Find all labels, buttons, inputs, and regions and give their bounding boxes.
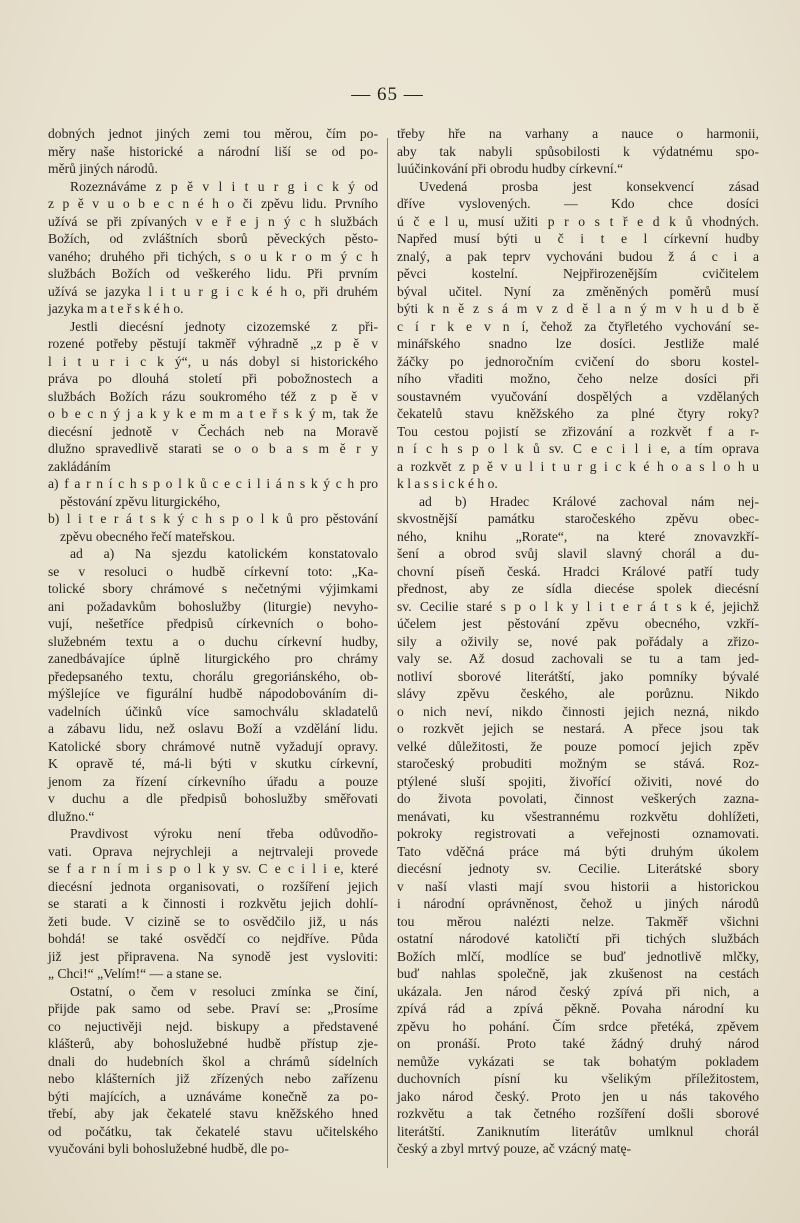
text-line: do života povolati, činnost veškerých zazna-: [397, 791, 759, 806]
text-line: a rozkvět z p ě v u l i t u r g i c k é h o a s l o h u: [397, 458, 759, 474]
text-line: pokroky registrovati a veřejnosti oznamovati.: [397, 826, 759, 841]
text-line: sv. Cecilie staré s p o l k y l i t e r á t s k é, jejichž: [397, 598, 759, 614]
text-line: dříve vyslovených. — Kdo chce dosíci: [397, 196, 759, 211]
text-line: mýšlejíce ve figurální hudbě nápodobováním di-: [48, 686, 378, 701]
text-line: k l a s s i c k é h o.: [397, 476, 498, 491]
text-line: Božích mlčí, modlíce se buď jednotlivě mlčky,: [397, 948, 759, 964]
text-line: služebném textu a o duchu církevní hudby,: [48, 633, 378, 649]
text-line: vyučováni byli bohoslužebné hudbě, dle po-: [48, 1141, 289, 1156]
text-line: c í r k e v n í, čehož za čtyřletého vychování se-: [397, 318, 759, 334]
text-line: b) l i t e r á t s k ý c h s p o l k ů pro pěstování: [48, 511, 378, 526]
text-line: předepsaného textu, chorálu gregoriánského, ob-: [48, 668, 378, 684]
text-line: Uvedená prosba jest konsekvencí zásad: [419, 178, 759, 194]
text-line: on pronáší. Proto také žádný druhý národ: [397, 1036, 759, 1051]
text-line: český a zbyl mrtvý pouze, ač vzácný matę-: [397, 1141, 632, 1156]
text-line: menávati, ku všestrannému rozkvětu dohlížeti,: [397, 808, 759, 824]
text-line: třeby hře na varhany a nauce o harmonii,: [397, 126, 759, 141]
text-line: práva po dlouhá století při pobožnostech a: [48, 371, 378, 386]
text-line: zpívá rád a zpívá pěkně. Povaha národní ku: [397, 1001, 759, 1016]
text-line: jako národ český. Proto jen u nás takového: [397, 1088, 759, 1104]
text-line: ukázala. Jen národ český zpívá při nich, a: [397, 983, 759, 999]
text-line: zakládáním: [48, 458, 111, 474]
text-line: pěstování zpěvu liturgického,: [60, 493, 221, 509]
text-line: slávy zpěvu českého, ale porůznu. Nikdo: [397, 686, 759, 701]
text-line: buď nahlas společně, jak zkušenost na cestách: [397, 966, 759, 981]
text-line: v naší vlasti mají svou historii a historickou: [397, 878, 759, 894]
text-line: a zábavu lidu, než oslavu Boží a vzdělání lidu.: [48, 721, 378, 736]
text-line: ptýlené sluší spojiti, živořící oživiti, nové do: [397, 773, 759, 789]
text-line: nemůže vykázati se tak bohatým pokladem: [397, 1053, 759, 1069]
text-line: měry naše historické a národní liší se od po-: [48, 143, 378, 159]
text-line: bohdá! se také osvědčí co nejdříve. Půda: [48, 931, 378, 946]
text-line: n í c h s p o l k ů sv. C e c i l i e, a tím oprava: [397, 441, 759, 456]
text-line: „ Chci!“ „Velím!“ — a stane se.: [48, 966, 223, 981]
text-line: tolické sbory chrámové s nečetnými výjimkami: [48, 581, 378, 596]
text-line: klášterů, aby bohoslužebné hudbě přístup zje-: [48, 1036, 378, 1051]
text-line: i národní oprávněnost, čehož u jiných národů: [397, 896, 759, 911]
text-line: užívá se jazyka l i t u r g i c k é h o, při druhém: [48, 283, 378, 299]
text-line: dnali do hudebních škol a chrámů sídelních: [48, 1053, 378, 1069]
text-line: sily a oživily se, nové pak pořádaly a zřizo-: [397, 633, 759, 649]
text-line: ostatní národové katoličtí při tichých službách: [397, 931, 759, 946]
text-line: dlužno.“: [48, 808, 95, 824]
text-line: Jestli diecésní jednoty cizozemské z při-: [70, 318, 378, 334]
text-line: pěvci kostelní. Nejpřirozenějším cvičitelem: [397, 266, 759, 281]
text-line: minářského snadno lze dosíci. Jestliže malé: [397, 336, 759, 351]
text-line: v duchu a dle předpisů bohoslužby směřovati: [48, 791, 378, 806]
text-line: tou měrou nalézti nelze. Takměř všichni: [397, 913, 759, 929]
text-line: jenom za řízení církevního úřadu a pouze: [48, 773, 378, 789]
text-line: co nejuctivěji nejd. biskupy a představené: [48, 1018, 378, 1034]
text-line: chovní píseň česká. Hradci Králové patří tudy: [397, 563, 759, 579]
text-line: vadelních účinků více samochválu skladatelů: [48, 703, 378, 719]
text-line: býti k n ě z s á m v z d ě l a n ý m v h u d b ě: [397, 301, 759, 316]
text-line: Pravdivost výroku není třeba odůvodňo-: [70, 826, 378, 841]
text-line: býval učitel. Nyní za změněných poměrů musí: [397, 283, 759, 299]
text-line: aby tak nabyli spůsobilosti k výdatnému spo-: [397, 143, 759, 159]
text-line: luúčinkování při obrodu hudby církevní.“: [397, 161, 624, 176]
text-line: Napřed musí býti u č i t e l církevní hudby: [397, 231, 759, 246]
text-line: se f a r n í m i s p o l k y sv. C e c i l i e, které: [48, 861, 378, 876]
text-line: vaného; druhého při tichých, s o u k r o m ý c h: [48, 248, 378, 264]
text-line: Tou cestou pojistí se zřizování a rozkvět f a r-: [397, 423, 759, 439]
text-line: čekatelů stavu kněžského za plné čtyry roky?: [397, 406, 759, 421]
text-line: ního vřaditi možno, čeho nelze dosíci při: [397, 371, 759, 386]
text-line: přijde pak samo od sebe. Praví se: „Prosíme: [48, 1001, 378, 1016]
text-line: diecésní jednota organisovati, o rozšíření jejich: [48, 878, 378, 894]
text-line: Rozeznáváme z p ě v l i t u r g i c k ý od: [70, 178, 378, 194]
text-line: vati. Oprava nejrychleji a nejtrvaleji provede: [48, 843, 378, 859]
text-line: rozené potřeby pěstují takměř výhradně „z p ě v: [48, 336, 378, 351]
text-line: se starati a k činnosti i rozkvětu jejich dohlí-: [48, 896, 378, 911]
text-line: již jest připravena. Na synodě jest vysloviti:: [48, 948, 378, 964]
text-line: zanedbávajíce úplně liturgického pro chrámy: [48, 651, 378, 666]
text-line: duchovních písní ku všelikým příležitostem,: [397, 1071, 759, 1086]
left-text-column: [48, 125, 378, 1158]
text-line: znalý, a pak teprv vychováni budou ž á c i a: [397, 248, 759, 264]
text-line: od počátku, tak čekatelé stavu učitelského: [48, 1123, 378, 1139]
text-line: vují, nešetříce předpisů církevních o boho-: [48, 616, 378, 631]
text-line: službách Božích od veškerého lidu. Při prvním: [48, 266, 378, 281]
text-line: rozkvětu a tak četného rozšíření došli sborové: [397, 1106, 759, 1121]
text-line: šení a obrod svůj slavil slavný chorál a du-: [397, 546, 759, 561]
text-line: ad b) Hradec Králové zachoval nám nej-: [419, 493, 759, 509]
text-line: l i t u r i c k ý“, u nás dobyl si historického: [48, 353, 378, 369]
text-line: býti majících, a uznáváme konečně za po-: [48, 1088, 378, 1104]
text-line: soustavném vyučování dospělých a vzdělaných: [397, 388, 759, 404]
text-line: valy se. Až dosud zachovali se tu a tam jed-: [397, 651, 759, 666]
text-line: zpěvu ho pohání. Čím srdce přetéká, zpěvem: [397, 1018, 759, 1034]
text-line: staročeský probuditi možným se stává. Roz-: [397, 756, 759, 771]
text-line: účelem jest pěstování zpěvu obecného, vzkří-: [397, 616, 759, 631]
text-line: žáčky po jednoročním cvičení do sboru kostel-: [397, 353, 759, 369]
text-line: literátští. Zaniknutím literátův umlknul chorál: [397, 1123, 759, 1139]
text-line: jazyka m a t e ř s k é h o.: [48, 301, 184, 316]
text-line: Tato vděčná práce má býti druhým úkolem: [397, 843, 759, 859]
text-line: nebo klášterních již zřízených nebo zařízenu: [48, 1071, 378, 1086]
text-line: měrů jiných národů.: [48, 161, 158, 176]
text-line: o b e c n ý j a k y k e m m a t e ř s k ý m, tak že: [48, 406, 378, 421]
text-line: Katolické sbory chrámové nutně vyžadují opravy.: [48, 738, 378, 754]
text-line: Božích, od zvláštních sborů pěveckých pěsto-: [48, 231, 378, 246]
text-line: užívá se při zpívaných v e ř e j n ý c h službách: [48, 213, 378, 229]
column-divider: [387, 138, 388, 1168]
text-line: se v resoluci o hudbě církevní toto: „Ka-: [48, 563, 378, 579]
text-line: a) f a r n í c h s p o l k ů c e c i l i á n s k ý c h pro: [48, 476, 378, 491]
text-line: Ostatní, o čem v resoluci zmínka se činí,: [70, 983, 378, 999]
text-line: dobných jednot jiných zemi tou měrou, čím po-: [48, 126, 378, 141]
text-line: zpěvu obecného řečí mateřskou.: [60, 528, 236, 544]
text-line: žeti bude. V cizině se to osvědčilo již, u nás: [48, 913, 378, 929]
text-line: z p ě v u o b e c n é h o či zpěvu lidu. Prvního: [48, 196, 378, 211]
text-line: diecésní jednotě v Čechách neb na Moravě: [48, 423, 378, 439]
page-number: — 65 —: [351, 84, 424, 105]
text-line: ani požadavkům bohoslužby (liturgie) nevyho-: [48, 598, 378, 614]
text-line: skvostnější památku staročeského zpěvu obec-: [397, 511, 759, 526]
text-line: diecésní jednoty sv. Cecilie. Literátské sbory: [397, 861, 759, 876]
text-line: přednost, aby ze sídla diecése spolek diecésní: [397, 581, 759, 596]
right-text-column: [397, 125, 759, 1158]
text-line: ad a) Na sjezdu katolickém konstatovalo: [70, 546, 378, 561]
text-line: dlužno spravedlivě starati se o o b a s m ě r y: [48, 441, 378, 456]
text-line: velké důležitosti, že pouze pomocí jejich zpěv: [397, 738, 759, 754]
text-line: o nich neví, nikdo činnosti jejich nezná, nikdo: [397, 703, 759, 719]
text-line: o rozkvět jejich se nestará. A přece jsou tak: [397, 721, 759, 736]
text-line: ú č e l u, musí užiti p r o s t ř e d k ů vhodných.: [397, 213, 759, 229]
text-line: službách Božích rázu soukromého též z p ě v: [48, 388, 378, 404]
text-line: notliví sborové literátští, jako pomníky bývalé: [397, 668, 759, 684]
text-line: třebí, aby jak čekatelé stavu kněžského hned: [48, 1106, 378, 1121]
text-line: ného, knihu „Rorate“, na které znovavzkří-: [397, 528, 759, 544]
text-line: K opravě té, má-li býti v skutku církevní,: [48, 756, 378, 771]
